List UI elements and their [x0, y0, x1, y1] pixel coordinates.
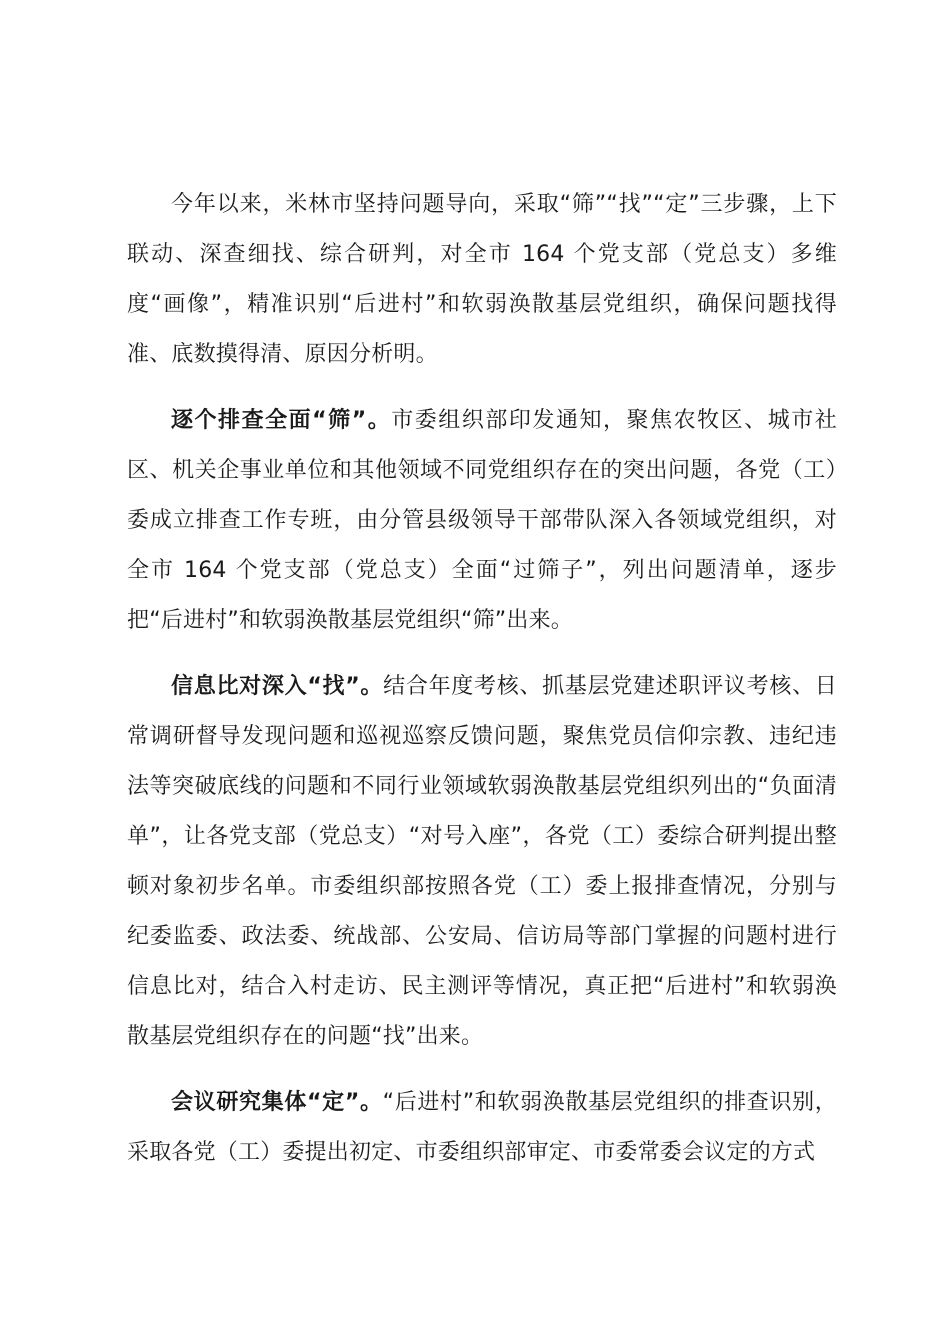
screening-paragraph: [127, 396, 837, 646]
paragraph-heading: 信息比对深入“找”。: [171, 674, 384, 699]
paragraph-heading: 逐个排查全面“筛”。: [171, 408, 392, 433]
finding-paragraph: [127, 662, 837, 1062]
paragraph-text: 市委组织部印发通知，聚焦农牧区、城市社区、机关企事业单位和其他领域不同党组织存在的突出问题，各党（工）委成立排查工作专班，由分管县级领导干部带队深入各领域党组织，对全市 164 个党支部（党总支）全面“过筛子”，列出问题清单，逐步把“后进村”和软弱涣散基层党组织“筛”出来。: [127, 408, 837, 633]
document-page: [127, 180, 837, 1194]
determining-paragraph: [127, 1078, 837, 1178]
intro-paragraph: [127, 180, 837, 380]
paragraph-text: “后进村”和软弱涣散基层党组织的排查识别，采取各党（工）委提出初定、市委组织部审定、市委常委会议定的方式: [127, 1090, 838, 1165]
paragraph-heading: 会议研究集体“定”。: [171, 1090, 383, 1115]
paragraph-text: 结合年度考核、抓基层党建述职评议考核、日常调研督导发现问题和巡视巡察反馈问题，聚焦党员信仰宗教、违纪违法等突破底线的问题和不同行业领域软弱涣散基层党组织列出的“负面清单”，让各党支部（党总支）“对号入座”，各党（工）委综合研判提出整顿对象初步名单。市委组织部按照各党（工）委上报排查情况，分别与纪委监委、政法委、统战部、公安局、信访局等部门掌握的问题村进行信息比对，结合入村走访、民主测评等情况，真正把“后进村”和软弱涣散基层党组织存在的问题“找”出来。: [127, 674, 837, 1049]
paragraph-text: 今年以来，米林市坚持问题导向，采取“筛”“找”“定”三步骤，上下联动、深查细找、综合研判，对全市 164 个党支部（党总支）多维度“画像”，精准识别“后进村”和软弱涣散基层党组织，确保问题找得准、底数摸得清、原因分析明。: [127, 192, 837, 367]
